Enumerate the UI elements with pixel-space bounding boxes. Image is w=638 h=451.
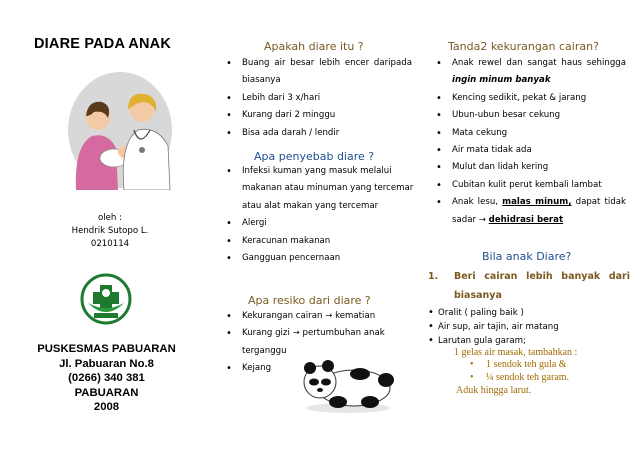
- bakti-husada-logo: [80, 273, 132, 325]
- list-item: • ¼ sendok teh garam.: [470, 371, 620, 384]
- step-number: 1.: [428, 271, 439, 282]
- sign-lethargic-mid: dapat tidak sadar →: [452, 197, 626, 225]
- list-item: • Keracunan makanan: [226, 233, 418, 250]
- org-street: Jl. Pabuaran No.8: [59, 357, 154, 370]
- heading-risks: Apa resiko dari diare ?: [248, 294, 371, 307]
- severe-dehydration-label: dehidrasi berat: [488, 214, 564, 225]
- list-item: • Ubun-ubun besar cekung: [436, 107, 626, 124]
- list-item: • Buang air besar lebih encer daripada biasanya: [226, 55, 412, 90]
- list-item: • Kurang gizi → pertumbuhan anak terganggu: [226, 325, 418, 360]
- org-city: PABUARAN: [74, 386, 139, 399]
- cover-panel: [0, 0, 212, 451]
- list-item: • Kejang: [226, 360, 418, 377]
- list-item: • Kencing sedikit, pekat & jarang: [436, 90, 626, 107]
- signs-and-actions-panel: [428, 0, 633, 451]
- recipe-intro: 1 gelas air masak, tambahkan :: [454, 347, 578, 358]
- list-item: [436, 194, 626, 229]
- list-item: [436, 55, 626, 90]
- list-item: • Mata cekung: [436, 125, 626, 142]
- list-item: • Infeksi kuman yang masuk melalui makanan atau minuman yang tercemar atau alat makan yang tercemar: [226, 163, 418, 215]
- recipe-end: Aduk hingga larut.: [456, 385, 532, 396]
- author-block: [60, 212, 160, 251]
- sign-thirst-text: Anak rewel dan sangat haus sehingga: [452, 58, 626, 68]
- list-item: • 1 sendok teh gula &: [470, 358, 620, 371]
- sleeping-panda-illustration: [298, 352, 398, 414]
- definition-list: [226, 55, 412, 142]
- list-item: • Kekurangan cairan → kematian: [226, 308, 418, 325]
- author-id: 0210114: [90, 239, 130, 249]
- doctor-mother-baby-illustration: [58, 66, 178, 190]
- heading-what-is-diarrhea: Apakah diare itu ?: [264, 40, 364, 53]
- recipe-list: [470, 358, 620, 384]
- org-phone: (0266) 340 381: [68, 372, 145, 385]
- author-name: Hendrik Sutopo L.: [71, 226, 149, 236]
- list-item: • Cubitan kulit perut kembali lambat: [436, 177, 626, 194]
- heading-dehydration-signs: Tanda2 kekurangan cairan?: [448, 40, 599, 53]
- list-item: • Gangguan pencernaan: [226, 250, 418, 267]
- list-item: • Larutan gula garam;: [428, 334, 628, 348]
- list-item: • Alergi: [226, 215, 418, 232]
- author-by: oleh :: [97, 213, 122, 223]
- fluids-list: [428, 306, 628, 349]
- list-item: • Mulut dan lidah kering: [436, 159, 626, 176]
- sign-thirst-emphasis: ingin minum banyak: [452, 75, 551, 86]
- sign-lethargic-underline: malas minum,: [502, 197, 572, 208]
- list-item: • Air mata tidak ada: [436, 142, 626, 159]
- org-year: 2008: [93, 401, 120, 414]
- page-title: DIARE PADA ANAK: [34, 36, 171, 52]
- org-name: PUSKESMAS PABUARAN: [37, 343, 176, 355]
- address-block: [34, 342, 179, 415]
- step-text: Beri cairan lebih banyak dari biasanya: [454, 271, 630, 301]
- heading-causes: Apa penyebab diare ?: [254, 150, 375, 163]
- causes-list: [226, 163, 418, 267]
- list-item: • Kurang dari 2 minggu: [226, 107, 412, 124]
- list-item: • Oralit ( paling baik ): [428, 306, 628, 320]
- list-item: • Air sup, air tajin, air matang: [428, 320, 628, 334]
- signs-list: [436, 55, 626, 229]
- list-item: • Lebih dari 3 x/hari: [226, 90, 412, 107]
- list-item: • Bisa ada darah / lendir: [226, 125, 412, 142]
- heading-if-child-has-diarrhea: Bila anak Diare?: [482, 250, 572, 263]
- sign-lethargic-text: Anak lesu,: [452, 197, 503, 208]
